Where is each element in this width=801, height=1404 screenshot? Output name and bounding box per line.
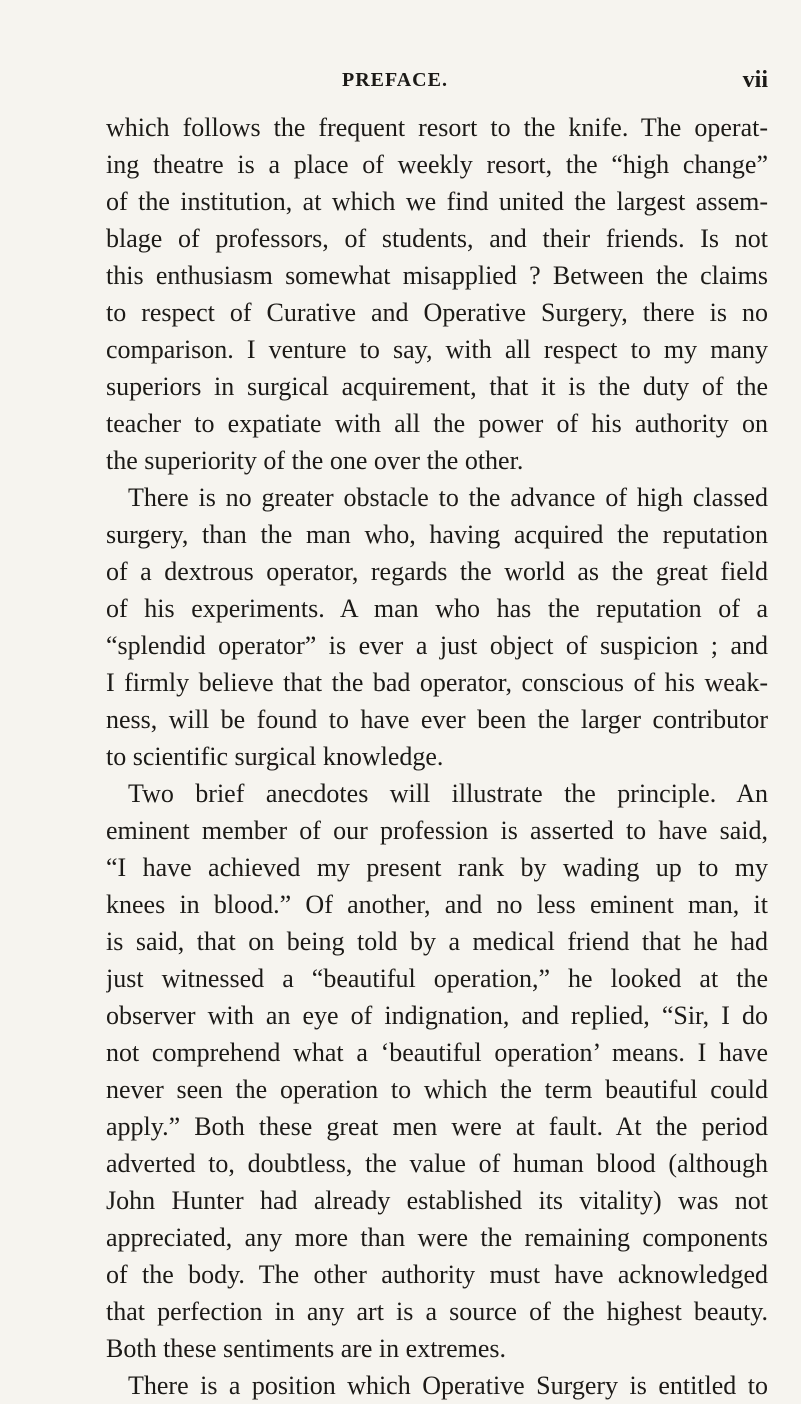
text-line: of the institution, at which we find united the largest assem- bbox=[106, 187, 768, 216]
text-line: comparison. I venture to say, with all respect to my many bbox=[106, 335, 768, 364]
text-line: not comprehend what a ‘beautiful operation’ means. I have bbox=[106, 1038, 768, 1067]
text-line: to respect of Curative and Operative Surgery, there is no bbox=[106, 298, 768, 327]
text-line: knees in blood.” Of another, and no less eminent man, it bbox=[106, 890, 768, 919]
paragraph-end-line: Both these sentiments are in extremes. bbox=[106, 1334, 507, 1363]
paragraph-start-line: There is no greater obstacle to the advance of high classed bbox=[128, 483, 768, 512]
text-line: this enthusiasm somewhat misapplied ? Between the claims bbox=[106, 261, 768, 290]
page-number: vii bbox=[742, 67, 768, 93]
text-line: surgery, than the man who, having acquired the reputation bbox=[106, 520, 768, 549]
text-line: teacher to expatiate with all the power of his authority on bbox=[106, 409, 768, 438]
text-line: of a dextrous operator, regards the world as the great field bbox=[106, 557, 768, 586]
running-title: PREFACE. bbox=[342, 69, 448, 91]
running-head bbox=[106, 60, 768, 100]
text-line: never seen the operation to which the term beautiful could bbox=[106, 1075, 768, 1104]
text-line: superiors in surgical acquirement, that it is the duty of the bbox=[106, 372, 768, 401]
text-line: “I have achieved my present rank by wading up to my bbox=[106, 853, 768, 882]
text-line: of his experiments. A man who has the reputation of a bbox=[106, 594, 768, 623]
body-text bbox=[106, 109, 768, 1404]
text-line: blage of professors, of students, and their friends. Is not bbox=[106, 224, 768, 253]
text-line: that perfection in any art is a source of the highest beauty. bbox=[106, 1297, 768, 1326]
paragraph-start-line: Two brief anecdotes will illustrate the principle. An bbox=[128, 779, 768, 808]
text-line: ing theatre is a place of weekly resort, the “high change” bbox=[106, 150, 768, 179]
text-line: of the body. The other authority must have acknowledged bbox=[106, 1260, 768, 1289]
text-line: “splendid operator” is ever a just object of suspicion ; and bbox=[106, 631, 768, 660]
text-line: eminent member of our profession is asserted to have said, bbox=[106, 816, 768, 845]
paragraph-start-line: There is a position which Operative Surgery is entitled to bbox=[128, 1371, 768, 1400]
paragraph-end-line: to scientific surgical knowledge. bbox=[106, 742, 444, 771]
text-line: adverted to, doubtless, the value of human blood (although bbox=[106, 1149, 768, 1178]
text-line: observer with an eye of indignation, and replied, “Sir, I do bbox=[106, 1001, 768, 1030]
text-line: apply.” Both these great men were at fault. At the period bbox=[106, 1112, 768, 1141]
text-line: John Hunter had already established its vitality) was not bbox=[106, 1186, 768, 1215]
text-line: I firmly believe that the bad operator, conscious of his weak- bbox=[106, 668, 768, 697]
text-line: is said, that on being told by a medical friend that he had bbox=[106, 927, 768, 956]
text-line: which follows the frequent resort to the knife. The operat- bbox=[106, 113, 768, 142]
text-line: just witnessed a “beautiful operation,” he looked at the bbox=[106, 964, 768, 993]
paragraph-end-line: the superiority of the one over the other. bbox=[106, 446, 524, 475]
text-line: ness, will be found to have ever been the larger contributor bbox=[106, 705, 768, 734]
text-line: appreciated, any more than were the remaining components bbox=[106, 1223, 768, 1252]
